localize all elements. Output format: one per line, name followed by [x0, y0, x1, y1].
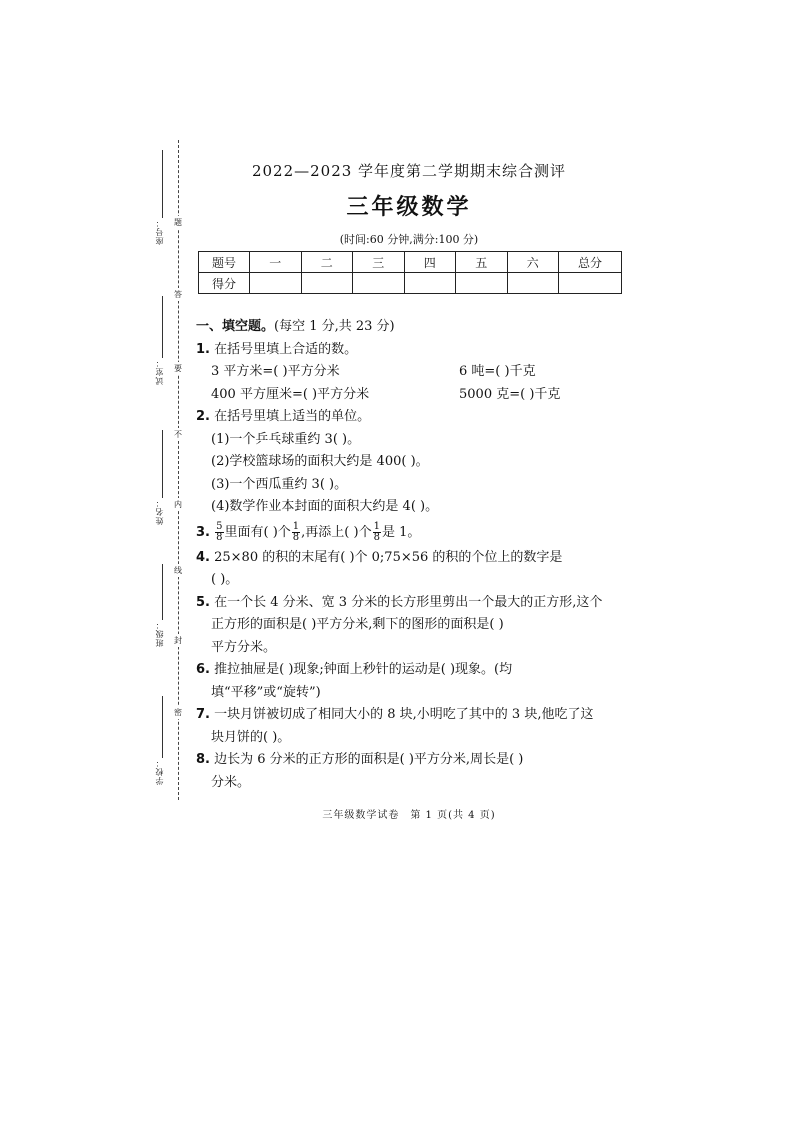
question-text: 填“平移”或“旋转”)	[211, 684, 321, 700]
question-number: 8.	[196, 752, 210, 767]
score-table	[198, 251, 622, 294]
fraction-numerator: 1	[373, 520, 380, 532]
section-title: 一、填空题。	[196, 319, 275, 334]
score-cell: 六	[507, 252, 559, 273]
score-table-header-row	[199, 252, 622, 273]
question-text: 平方分米。	[211, 639, 277, 655]
question-text: 在一个长 4 分米、宽 3 分米的长方形里剪出一个最大的正方形,这个	[214, 594, 603, 610]
question-1	[196, 339, 630, 407]
score-cell: 一	[250, 252, 302, 273]
fraction-numerator: 1	[292, 520, 300, 532]
question-number: 7.	[196, 707, 210, 722]
binding-margin	[150, 140, 190, 800]
question-text[interactable]: 块月饼的( )。	[211, 729, 291, 745]
question-row	[196, 361, 630, 384]
score-cell: 四	[404, 252, 456, 273]
score-cell: 得分	[199, 273, 250, 294]
blank-item[interactable]: (1)一个乒乓球重约 3( )。	[211, 431, 361, 447]
school-blank[interactable]	[162, 696, 163, 758]
seal-char: 答	[174, 290, 182, 299]
name-blank[interactable]	[162, 430, 163, 498]
seal-char: 封	[174, 636, 182, 645]
subject-title: 三年级数学	[346, 195, 472, 220]
question-number: 1.	[196, 341, 210, 357]
seal-char: 密	[174, 708, 182, 717]
blank-item[interactable]: (4)数学作业本封面的面积大约是 4( )。	[211, 499, 439, 514]
question-number: 2.	[196, 409, 210, 424]
question-text[interactable]: ,再添上( )个	[301, 524, 372, 540]
question-4	[196, 547, 630, 592]
name-label: 姓名：	[155, 498, 164, 525]
fraction-numerator: 5	[216, 520, 223, 532]
question-number: 5.	[196, 594, 210, 610]
score-cell: 三	[353, 252, 405, 273]
question-number: 6.	[196, 662, 210, 677]
score-input-cell[interactable]	[353, 273, 405, 294]
score-cell: 二	[301, 252, 353, 273]
question-5	[196, 592, 630, 660]
school-label: 学校：	[155, 758, 164, 785]
seat-number-label: 座号：	[155, 218, 164, 245]
score-cell: 题号	[199, 252, 250, 273]
seal-char: 题	[174, 218, 182, 227]
blank-item[interactable]: (3)一个西瓜重约 3( )。	[211, 476, 348, 492]
fraction-denominator: 8	[292, 531, 300, 543]
score-input-cell[interactable]	[404, 273, 456, 294]
score-cell: 五	[456, 252, 508, 273]
fraction	[215, 522, 223, 543]
seal-dashed-line	[178, 140, 179, 800]
page-footer: 三年级数学试卷 第 1 页(共 4 页)	[322, 810, 496, 821]
fraction-denominator: 8	[216, 531, 223, 543]
time-score-info: (时间:60 分钟,满分:100 分)	[339, 233, 479, 246]
fraction-denominator: 8	[373, 531, 380, 543]
seal-char: 线	[174, 566, 182, 575]
exam-room-blank[interactable]	[162, 296, 163, 358]
blank-item[interactable]: 5000 克=( )千克	[459, 386, 561, 402]
exam-title: 2022—2023 学年度第二学期期末综合测评	[251, 162, 567, 180]
section-score-note: (每空 1 分,共 23 分)	[274, 319, 395, 334]
exam-room-label: 试室：	[155, 358, 164, 385]
seal-char: 不	[174, 430, 182, 439]
question-text[interactable]: ( )。	[211, 572, 239, 587]
question-text: 一块月饼被切成了相同大小的 8 块,小明吃了其中的 3 块,他吃了这	[214, 707, 594, 722]
class-label: 班级：	[155, 620, 164, 647]
question-text: 分米。	[211, 774, 251, 790]
seat-number-blank[interactable]	[162, 150, 163, 218]
score-input-cell[interactable]	[456, 273, 508, 294]
question-text[interactable]: 里面有( )个	[224, 524, 291, 540]
class-blank[interactable]	[162, 564, 163, 620]
question-text: 是 1。	[381, 524, 421, 540]
score-table-score-row	[199, 273, 622, 294]
fraction	[373, 522, 381, 543]
question-3	[196, 519, 630, 547]
blank-item[interactable]: 3 平方米=( )平方分米	[211, 364, 340, 379]
blank-item[interactable]: (2)学校篮球场的面积大约是 400( )。	[211, 454, 429, 469]
question-content	[196, 316, 630, 794]
question-text[interactable]: 推拉抽屉是( )现象;钟面上秒针的运动是( )现象。(均	[214, 662, 513, 677]
score-input-cell[interactable]	[507, 273, 559, 294]
score-cell: 总分	[559, 252, 622, 273]
question-text: 在括号里填上适当的单位。	[214, 409, 371, 424]
question-row	[196, 384, 630, 407]
seal-char: 要	[174, 364, 182, 373]
section-heading	[196, 316, 630, 339]
blank-item[interactable]: 400 平方厘米=( )平方分米	[211, 386, 370, 402]
seal-char: 内	[174, 500, 182, 509]
blank-item[interactable]: 6 吨=( )千克	[459, 364, 536, 379]
fraction	[292, 522, 300, 543]
question-6	[196, 659, 630, 704]
question-number: 4.	[196, 549, 210, 565]
score-input-cell[interactable]	[301, 273, 353, 294]
question-text[interactable]: 25×80 的积的末尾有( )个 0;75×56 的积的个位上的数字是	[214, 549, 563, 565]
score-input-cell[interactable]	[250, 273, 302, 294]
question-text[interactable]: 正方形的面积是( )平方分米,剩下的图形的面积是( )	[211, 617, 504, 632]
question-text[interactable]: 边长为 6 分米的正方形的面积是( )平方分米,周长是( )	[214, 752, 524, 767]
question-7	[196, 704, 630, 749]
question-number: 3.	[196, 524, 210, 540]
question-2	[196, 406, 630, 519]
question-text: 在括号里填上合适的数。	[214, 341, 358, 357]
question-8	[196, 749, 630, 794]
score-input-cell[interactable]	[559, 273, 622, 294]
